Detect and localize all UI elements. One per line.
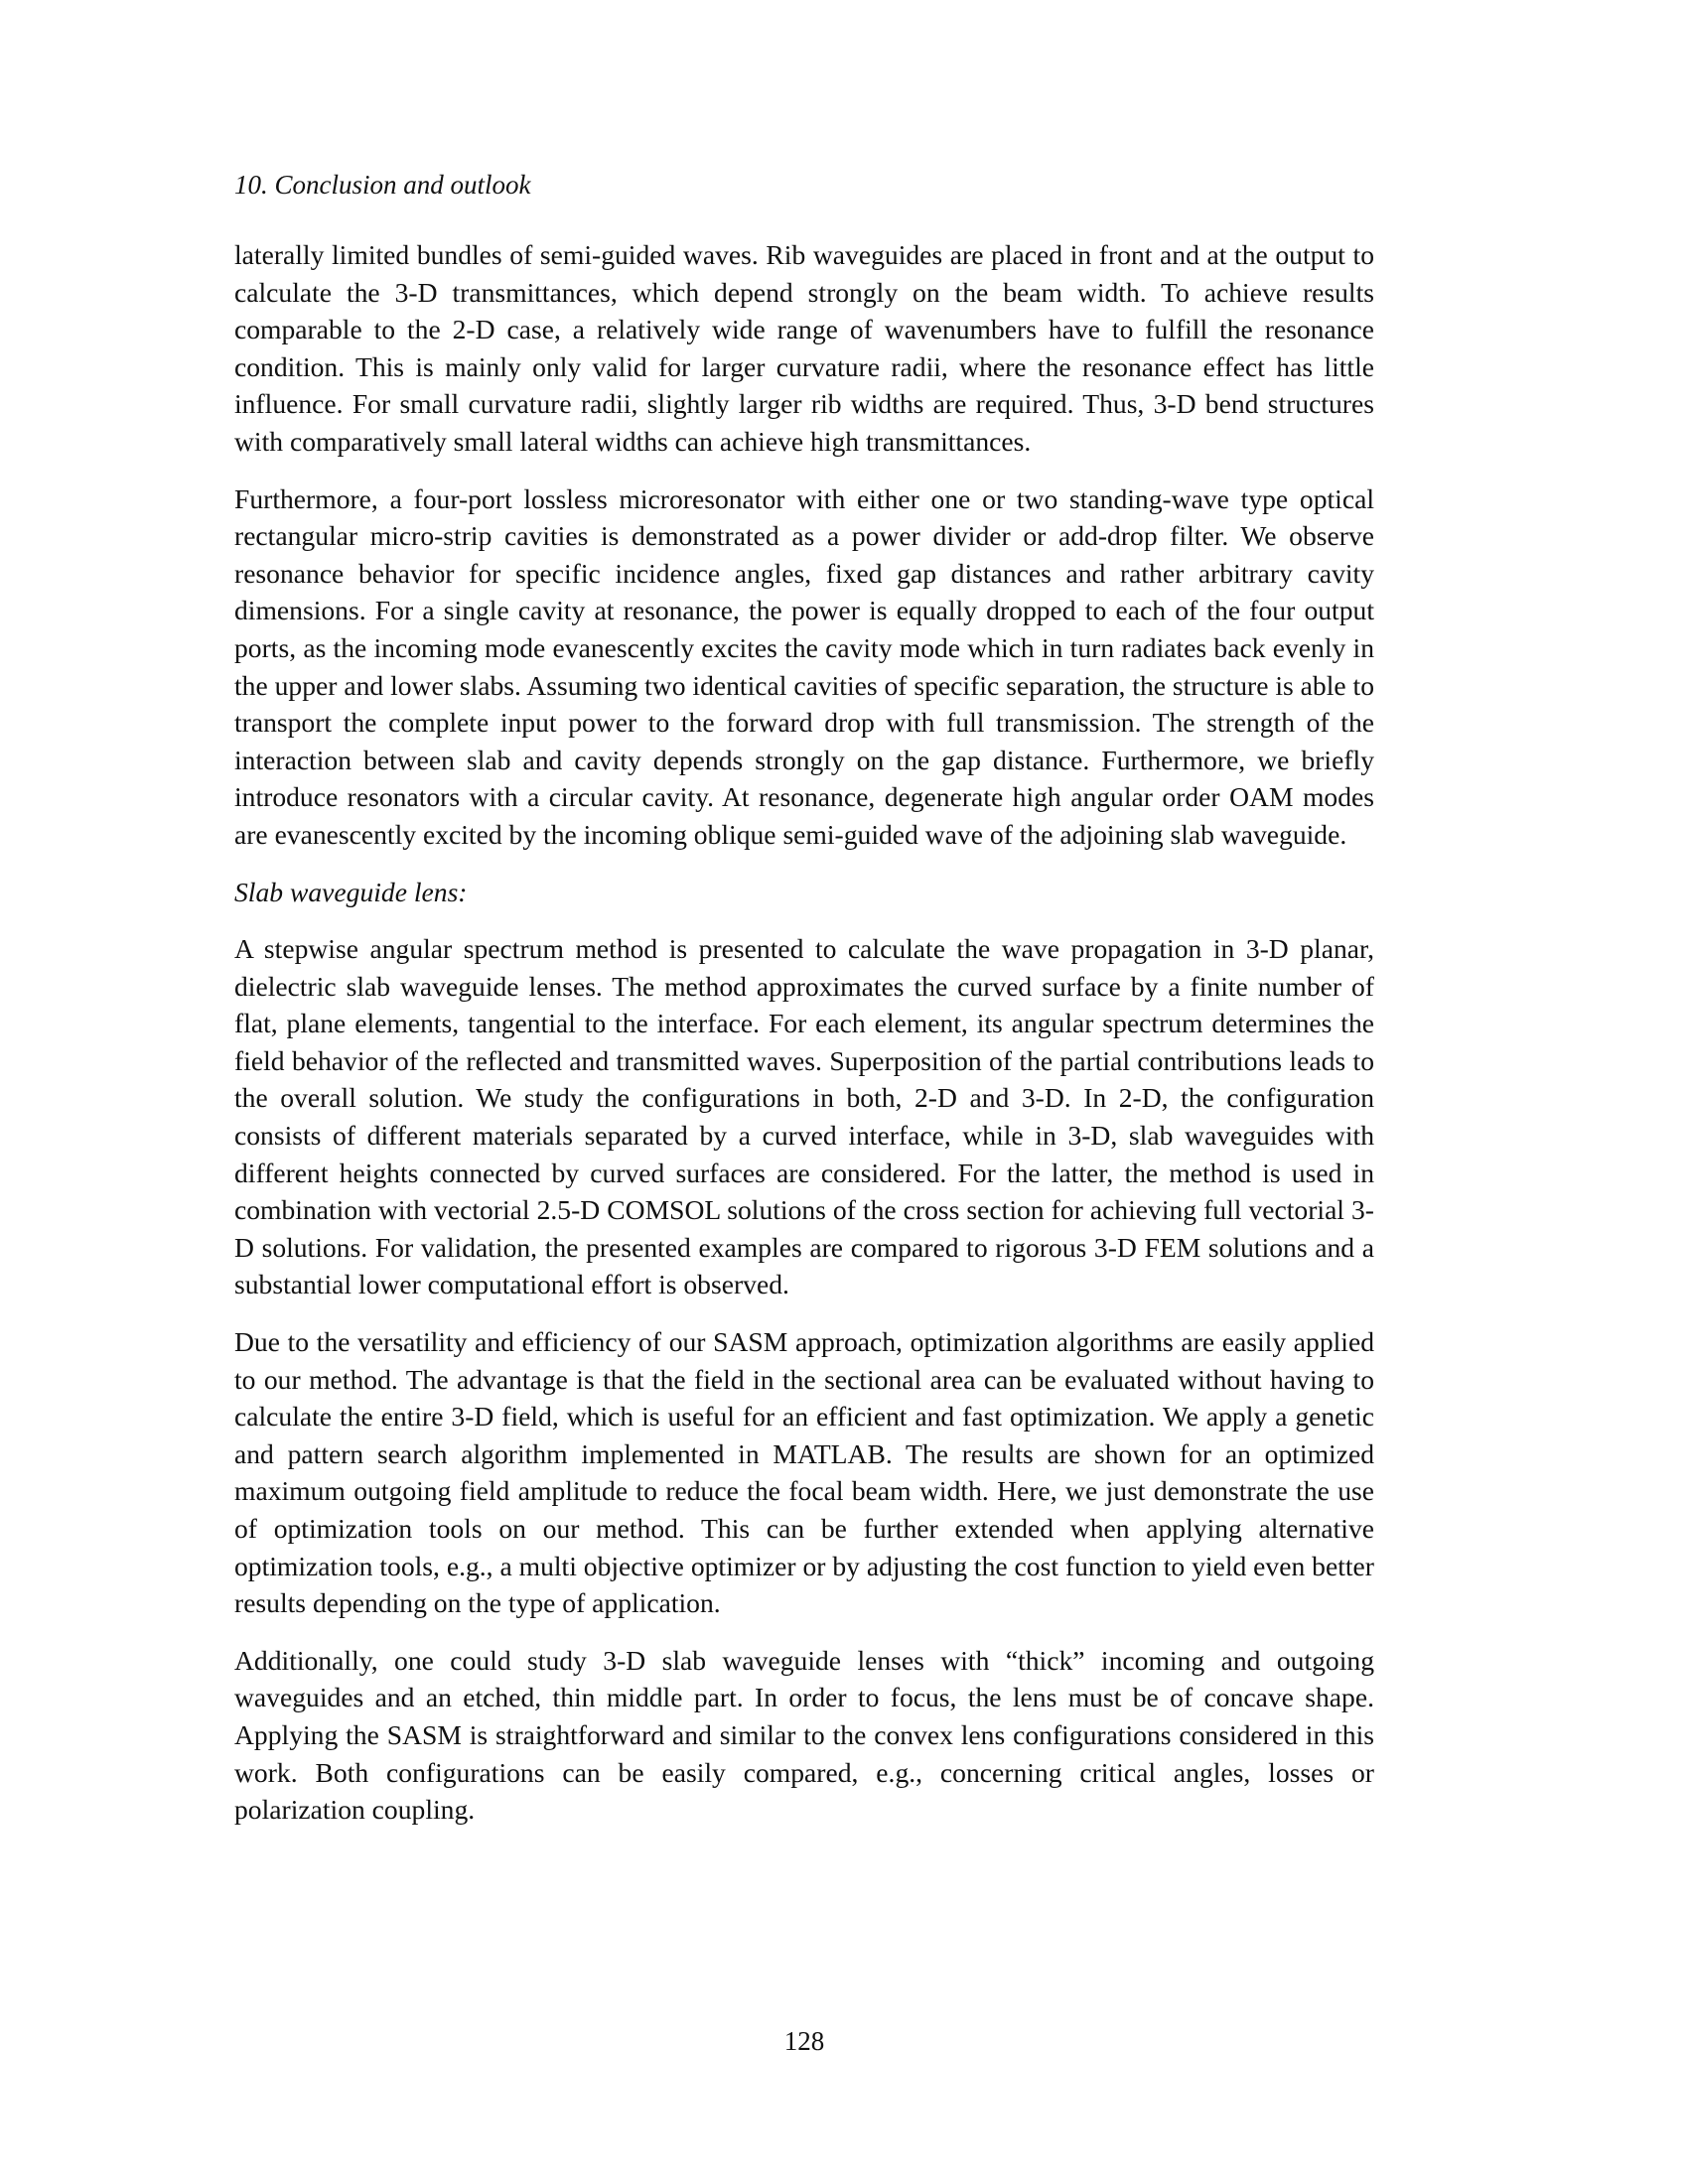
body-text	[234, 236, 1374, 1848]
paragraph-microresonator: Furthermore, a four-port lossless microresonator with either one or two standing-wave type optical rectangular micro-strip cavities is demonstrated as a power divider or add-drop filter. We observe resonance behavior for specific incidence angles, fixed gap distances and rather arbitrary cavity dimensions. For a single cavity at resonance, the power is equally dropped to each of the four output ports, as the incoming mode evanescently excites the cavity mode which in turn radiates back evenly in the upper and lower slabs. Assuming two identical cavities of specific separation, the structure is able to transport the complete input power to the forward drop with full transmission. The strength of the interaction between slab and cavity depends strongly on the gap distance. Furthermore, we briefly introduce resonators with a circular cavity. At resonance, degenerate high angular order OAM modes are evanescently excited by the incoming oblique semi-guided wave of the adjoining slab waveguide.	[234, 482, 1374, 850]
paragraph-sasm-method: A stepwise angular spectrum method is presented to calculate the wave propagation in 3-D planar, dielectric slab waveguide lenses. The method approximates the curved surface by a finite number of flat, plane elements, tangential to the interface. For each element, its angular spectrum determines the field behavior of the reflected and transmitted waves. Superposition of the partial contributions leads to the overall solution. We study the configurations in both, 2-D and 3-D. In 2-D, the configuration consists of different materials separated by a curved interface, while in 3-D, slab waveguides with different heights connected by curved surfaces are considered. For the latter, the method is used in combination with vectorial 2.5-D COMSOL solutions of the cross section for achieving full vectorial 3-D solutions. For validation, the presented examples are compared to rigorous 3-D FEM solutions and a substantial lower computational effort is observed.	[234, 933, 1374, 1300]
section-label-slab-waveguide-lens: Slab waveguide lens:	[234, 876, 468, 907]
paragraph-3d-bends: laterally limited bundles of semi-guided waves. Rib waveguides are placed in front and at the output to calculate the 3-D transmittances, which depend strongly on the beam width. To achieve results comparable to the 2-D case, a relatively wide range of wavenumbers have to fulfill the resonance condition. This is mainly only valid for larger curvature radii, where the resonance effect has little influence. For small curvature radii, slightly larger rib widths are required. Thus, 3-D bend structures with comparatively small lateral widths can achieve high transmittances.	[234, 239, 1374, 457]
running-header-title: 10. Conclusion and outlook	[234, 170, 531, 200]
paragraph-optimization: Due to the versatility and efficiency of our SASM approach, optimization algorithms are easily applied to our method. The advantage is that the field in the sectional area can be evaluated without having to calculate the entire 3-D field, which is useful for an efficient and fast optimization. We apply a genetic and pattern search algorithm implemented in MATLAB. The results are shown for an optimized maximum outgoing field amplitude to reduce the focal beam width. Here, we just demonstrate the use of optimization tools on our method. This can be further extended when applying alternative optimization tools, e.g., a multi objective optimizer or by adjusting the cost function to yield even better results depending on the type of application.	[234, 1326, 1374, 1619]
page-number: 128	[783, 2026, 825, 2056]
paragraph-concave-lens-outlook: Additionally, one could study 3-D slab waveguide lenses with “thick” incoming and outgoing waveguides and an etched, thin middle part. In order to focus, the lens must be of concave shape. Applying the SASM is straightforward and similar to the convex lens configurations considered in this work. Both configurations can be easily compared, e.g., concerning critical angles, losses or polarization coupling.	[234, 1644, 1374, 1826]
